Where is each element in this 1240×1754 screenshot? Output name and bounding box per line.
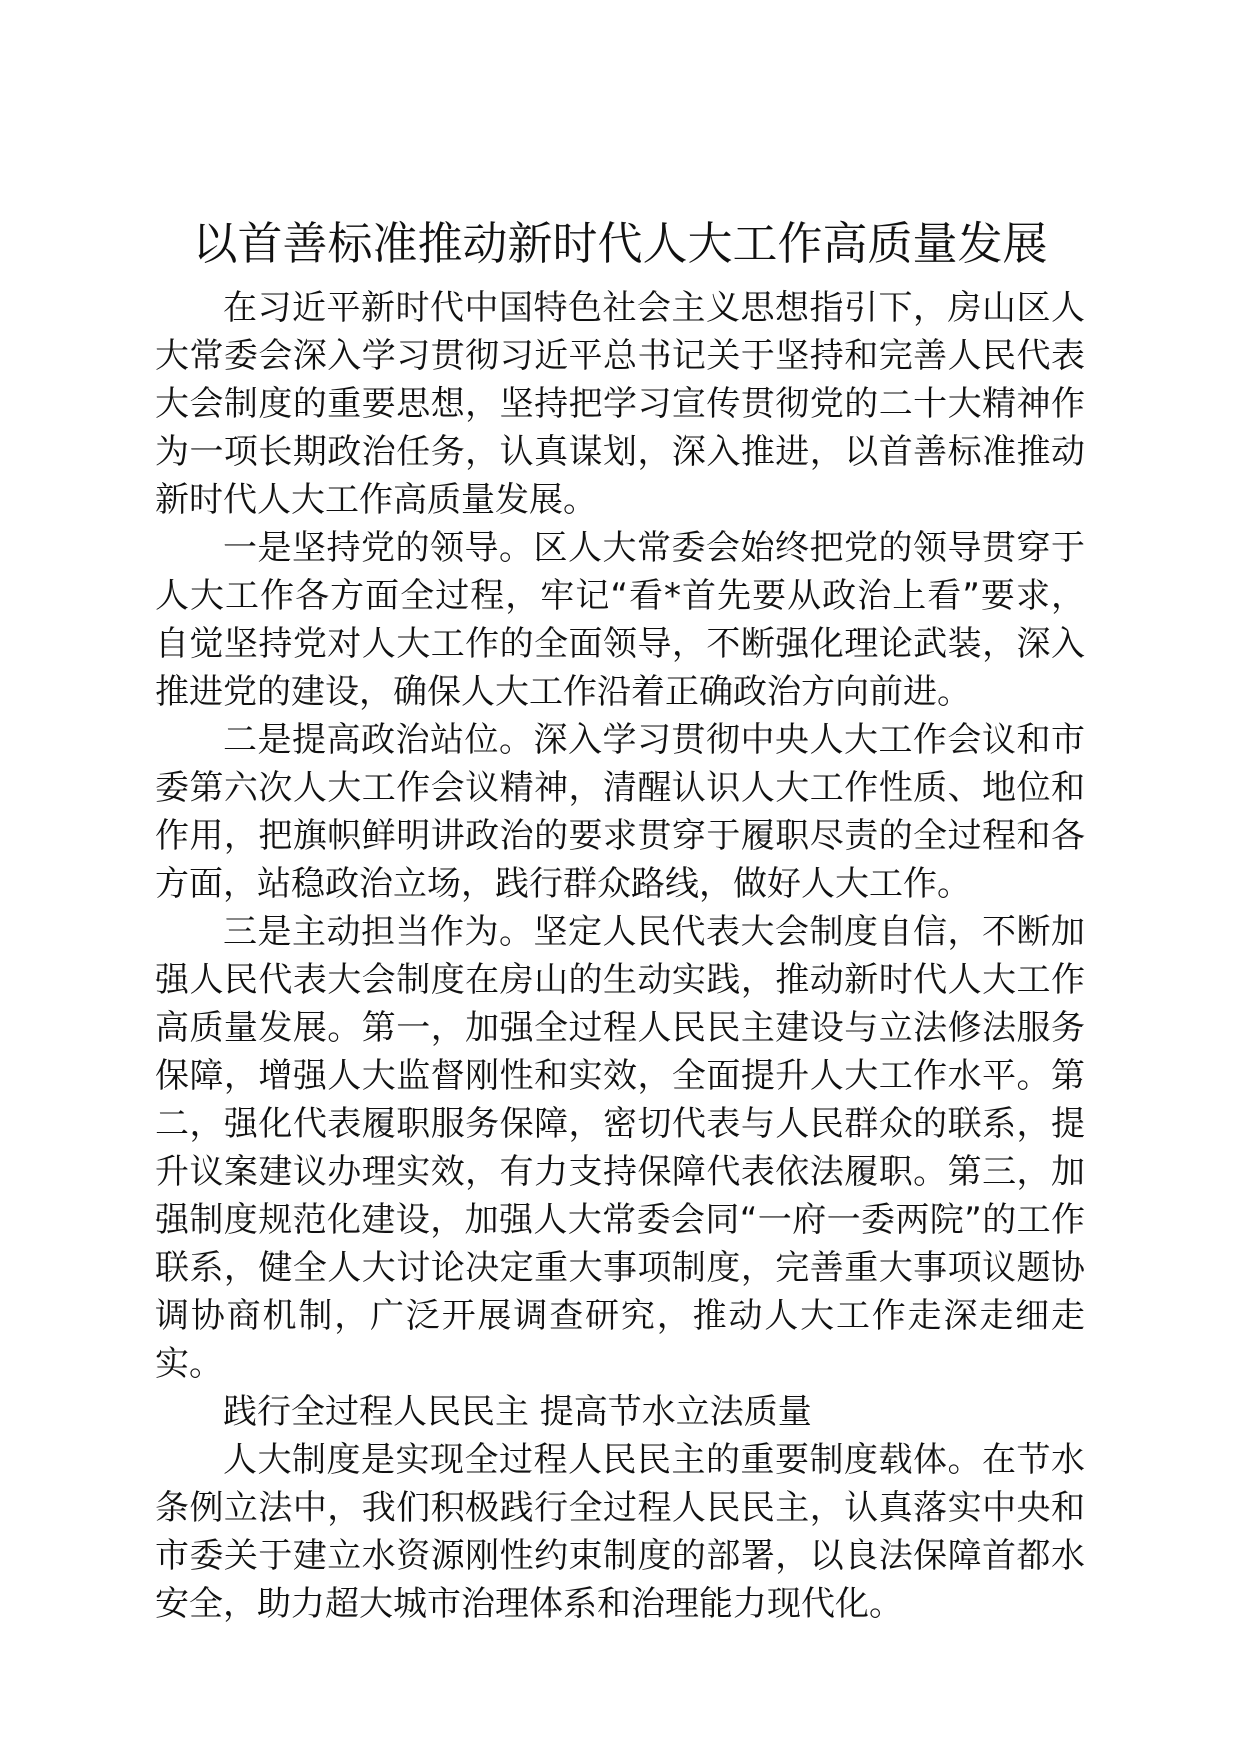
paragraph-take-responsibility: 三是主动担当作为。坚定人民代表大会制度自信，不断加强人民代表大会制度在房山的生动实践，推动新时代人大工作高质量发展。第一，加强全过程人民民主建设与立法修法服务保障，增强人大监督刚性和实效，全面提升人大工作水平。第二，强化代表履职服务保障，密切代表与人民群众的联系，提升议案建议办理实效，有力支持保障代表依法履职。第三，加强制度规范化建设，加强人大常委会同“一府一委两院”的工作联系，健全人大讨论决定重大事项制度，完善重大事项议题协调协商机制，广泛开展调查研究，推动人大工作走深走细走实。 xyxy=(155,912,1085,1384)
section-subheading: 践行全过程人民民主 提高节水立法质量 xyxy=(223,1392,812,1432)
paragraph-closing: 人大制度是实现全过程人民民主的重要制度载体。在节水条例立法中，我们积极践行全过程人民民主，认真落实中央和市委关于建立水资源刚性约束制度的部署，以良法保障首都水安全，助力超大城市治理体系和治理能力现代化。 xyxy=(155,1440,1085,1624)
document-title: 以首善标准推动新时代人大工作高质量发展 xyxy=(192,217,1048,270)
paragraph-party-leadership: 一是坚持党的领导。区人大常委会始终把党的领导贯穿于人大工作各方面全过程，牢记“看*首先要从政治上看”要求，自觉坚持党对人大工作的全面领导，不断强化理论武装，深入推进党的建设，确保人大工作沿着正确政治方向前进。 xyxy=(155,528,1085,712)
paragraph-political-stance: 二是提高政治站位。深入学习贯彻中央人大工作会议和市委第六次人大工作会议精神，清醒认识人大工作性质、地位和作用，把旗帜鲜明讲政治的要求贯穿于履职尽责的全过程和各方面，站稳政治立场，践行群众路线，做好人大工作。 xyxy=(155,720,1085,904)
document-body xyxy=(155,284,1085,1628)
paragraph-intro: 在习近平新时代中国特色社会主义思想指引下，房山区人大常委会深入学习贯彻习近平总书记关于坚持和完善人民代表大会制度的重要思想，坚持把学习宣传贯彻党的二十大精神作为一项长期政治任务，认真谋划，深入推进，以首善标准推动新时代人大工作高质量发展。 xyxy=(155,288,1085,520)
